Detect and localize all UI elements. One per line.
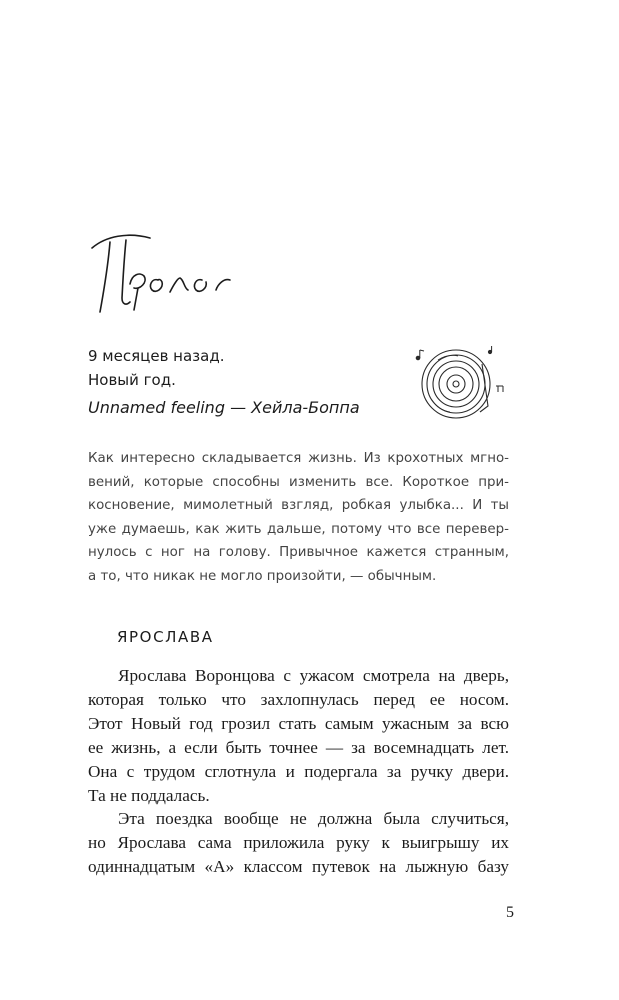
scene-meta	[88, 344, 418, 420]
chapter-title	[88, 226, 288, 316]
body-line: ее жизнь, а если быть точнее — за восемнадцать лет.	[88, 737, 509, 757]
body-text	[88, 664, 509, 879]
epigraph	[88, 447, 509, 589]
body-line: Эта поездка вообще не должна была случиться,	[118, 809, 509, 829]
epigraph-line: вений, которые способны изменить все. Короткое при-	[88, 474, 509, 490]
body-line: которая только что захлопнулась перед ее носом.	[88, 689, 509, 709]
epigraph-line: Как интересно складывается жизнь. Из крохотных мгно-	[88, 451, 509, 466]
song-artist: Хейла-Боппа	[251, 398, 360, 417]
scene-occasion: Новый год.	[88, 371, 176, 389]
body-line: но Ярослава сама приложила руку к выигрышу их	[88, 833, 509, 853]
vinyl-record-icon	[408, 346, 508, 430]
song-credit	[88, 396, 418, 420]
epigraph-line: уже думаешь, как жить дальше, потому что все перевер-	[88, 521, 509, 537]
chapter-title-script	[88, 226, 288, 316]
song-title: Unnamed feeling	[88, 398, 225, 417]
page-number: 5	[506, 904, 514, 921]
body-line: Этот Новый год грозил стать самым ужасным за всю	[88, 713, 509, 733]
scene-time: 9 месяцев назад.	[88, 347, 225, 365]
epigraph-line: косновение, мимолетный взгляд, робкая улыбка... И ты	[88, 498, 509, 514]
epigraph-line: а то, что никак не могло произойти, — обычным.	[88, 568, 437, 584]
body-line: Ярослава Воронцова с ужасом смотрела на дверь,	[118, 666, 509, 685]
epigraph-line: нулось с ног на голову. Привычное кажется странным,	[88, 545, 509, 561]
body-line: одиннадцатым «А» классом путевок на лыжную базу	[88, 857, 509, 877]
body-line: Она с трудом сглотнула и подергала за ручку двери.	[88, 761, 509, 781]
pov-heading: ЯРОСЛАВА	[117, 628, 214, 646]
song-separator: —	[224, 398, 252, 417]
body-line: Та не поддалась.	[88, 785, 210, 805]
